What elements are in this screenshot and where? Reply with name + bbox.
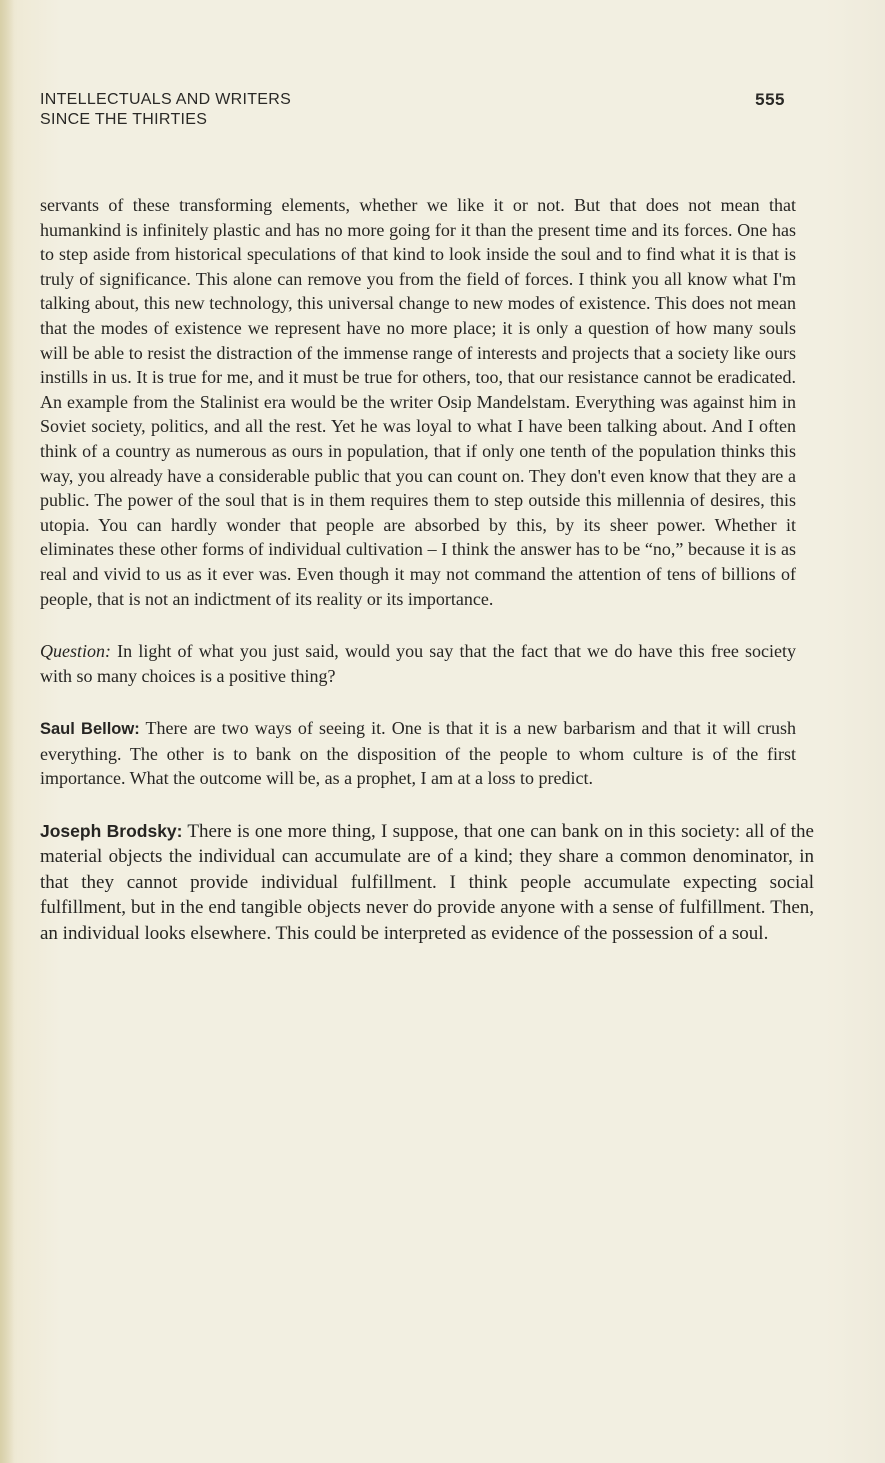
speaker-bellow: Saul Bellow: (40, 720, 140, 739)
paragraph-continued-text: servants of these transforming elements, whether we like it or not. But that does not mean that humankind is infinitely plastic and has no more going for it than the present time and its forces. One has to step aside from historical speculations of that kind to look inside the soul and to find what it is that is truly of significance. This alone can remove you from the field of forces. I think you all know what I'm talking about, this new technology, this universal change to new modes of existence. This does not mean that the modes of existence we represent have no more place; it is only a question of how many souls will be able to resist the distraction of the immense range of interests and projects that a society like ours instills in us. It is true for me, and it must be true for others, too, that our resistance cannot be eradicated. An example from the Stalinist era would be the writer Osip Mandelstam. Everything was against him in Soviet society, politics, and all the rest. Yet he was loyal to what I have been talking about. And I often think of a country as numerous as ours in population, that if only one tenth of the population thinks this way, you already have a considerable public that you can count on. They don't even know that they are a public. The power of the soul that is in them requires them to step outside this millennia of desires, this utopia. You can hardly wonder that people are absorbed by this, by its sheer power. Whether it eliminates these other forms of individual cultivation – I think the answer has to be “no,” because it is as real and vivid to us as it ever was. Even though it may not command the attention of tens of billions of people, that is not an indictment of its reality or its importance. (40, 195, 796, 609)
body-text (40, 193, 814, 974)
running-head-line-2: SINCE THE THIRTIES (40, 111, 208, 128)
question-label: Question: (40, 641, 111, 662)
question-text: In light of what you just said, would you say that the fact that we do have this free society with so many choices is a positive thing? (40, 641, 796, 686)
brodsky-text: There is one more thing, I suppose, that one can bank on in this society: all of the material objects the individual can accumulate are of a kind; they share a common denominator, in that they cannot provide individual fulfillment. I think people accumulate expecting social fulfillment, but in the end tangible objects never do provide anyone with a sense of fulfillment. Then, an individual looks elsewhere. This could be interpreted as evidence of the possession of a soul. (40, 821, 814, 944)
paragraph-bellow (40, 716, 796, 791)
page-number: 555 (755, 90, 785, 109)
paragraph-continued (40, 193, 796, 611)
running-head-line-1: INTELLECTUALS AND WRITERS (40, 91, 292, 108)
page-spine-shadow (0, 0, 14, 1463)
speaker-brodsky: Joseph Brodsky: (40, 821, 183, 842)
running-head (40, 90, 785, 130)
bellow-text: There are two ways of seeing it. One is that it is a new barbarism and that it will crush everything. The other is to bank on the disposition of the people to whom culture is of the first importance. What the outcome will be, as a prophet, I am at a loss to predict. (40, 718, 796, 789)
paragraph-brodsky (40, 819, 814, 946)
paragraph-question (40, 639, 796, 688)
